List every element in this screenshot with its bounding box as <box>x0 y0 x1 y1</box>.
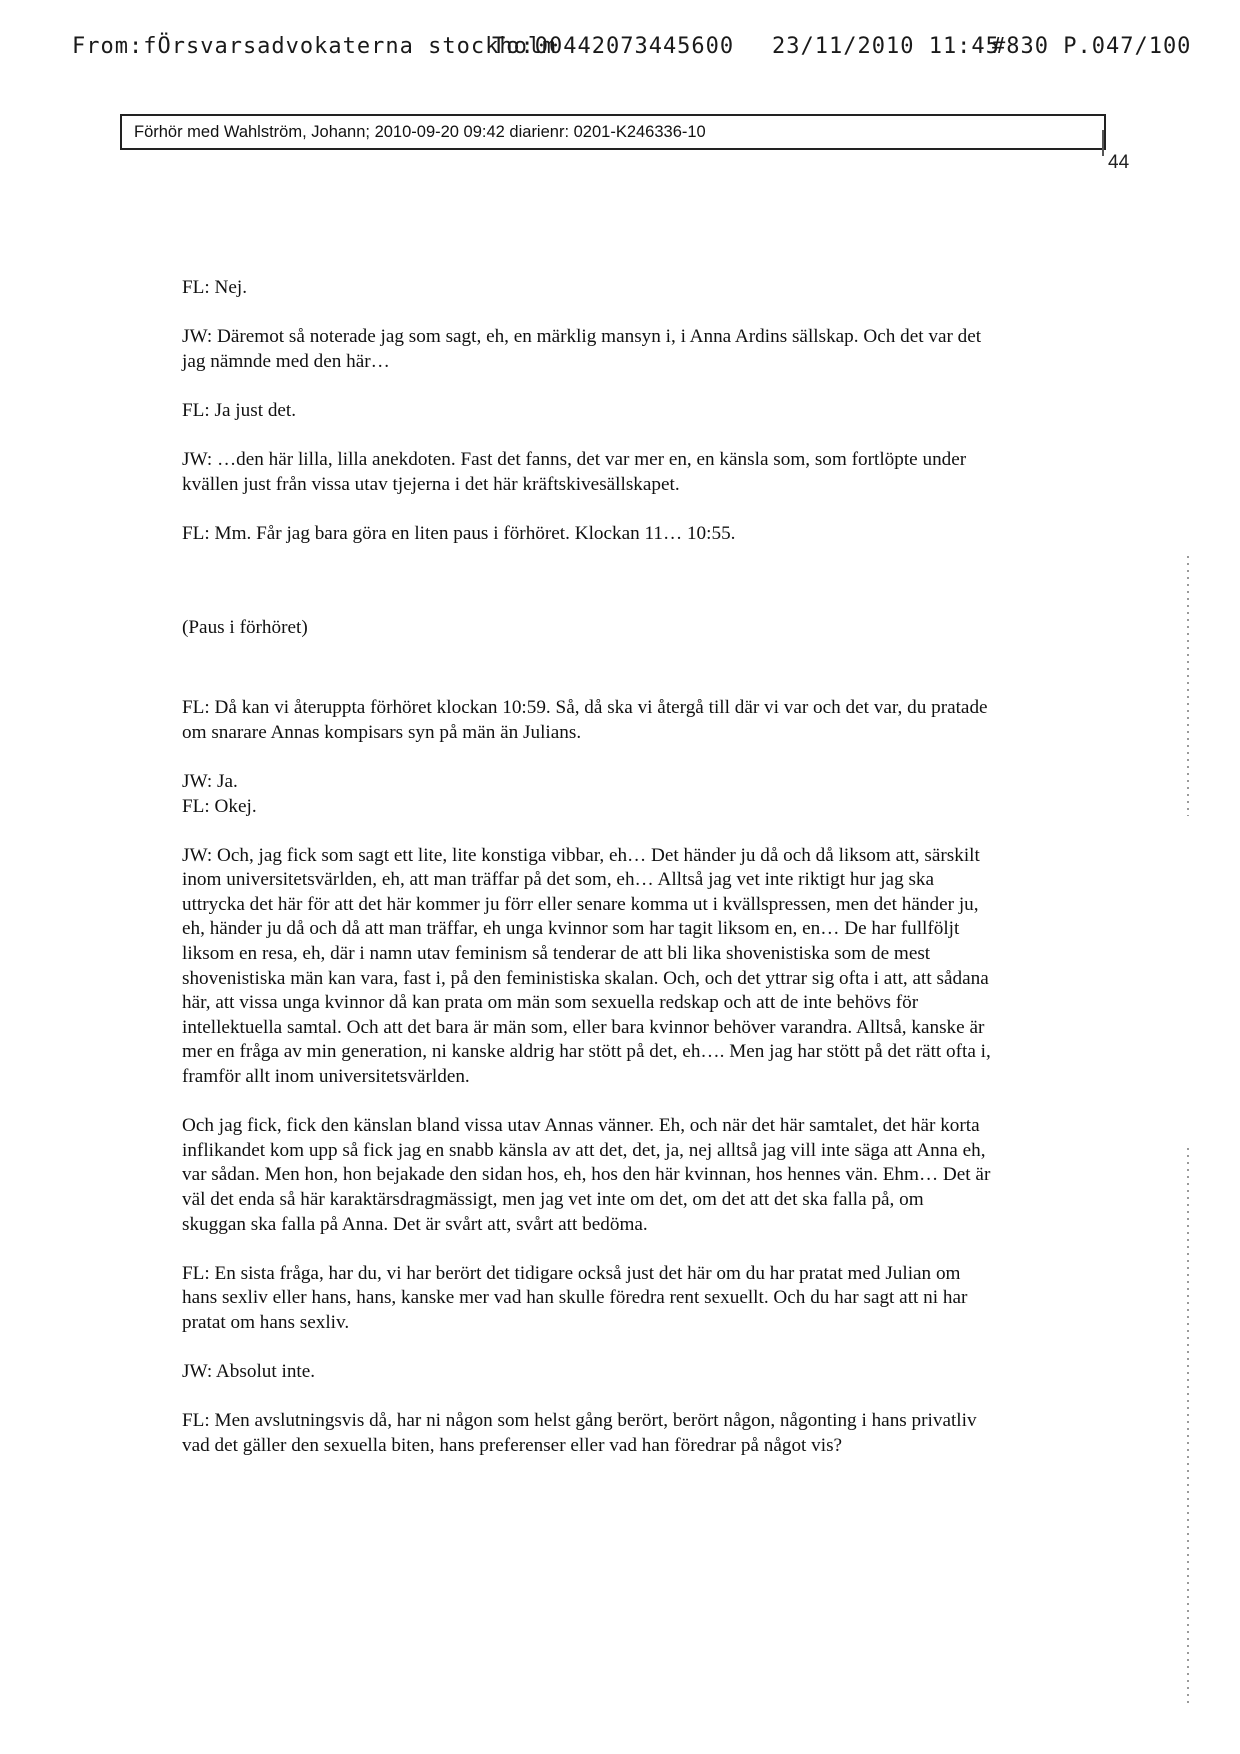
scan-edge-line <box>1187 556 1189 816</box>
transcript-paragraph: FL: Mm. Får jag bara göra en liten paus i förhöret. Klockan 11… 10:55. <box>182 522 736 544</box>
fax-timestamp: 23/11/2010 11:45 <box>772 34 1000 59</box>
transcript-paragraph: JW: Och, jag fick som sagt ett lite, lite konstiga vibbar, eh… Det händer ju då och då liksom att, särskilt inom universitetsvärlden, eh, att man träffar på det som, eh… Alltså jag vet inte riktigt hur jag ska uttrycka det här för att det här kommer ju förr eller senare komma ut i kvällspressen, men det händer ju, eh, händer ju då och då att man träffar, eh unga kvinnor som har tagit liksom en, en… De har fullföljt liksom en resa, eh, där i namn utav feminism så tenderar de att bli lika shovenistiska som de mest shovenistiska män kan vara, fast i, på den feministiska skalan. Och, och det yttrar sig ofta i att, att sådana här, att vissa unga kvinnor då kan prata om män som sexuella redskap och att de inte behövs för intellektuella samtal. Och att det bara är män som, eller bara kvinnor behöver varandra. Alltså, kanske är mer en fråga av min generation, ni kanske aldrig har stött på det, eh…. Men jag har stött på det rätt ofta i, framför allt inom universitetsvärlden. <box>182 844 991 1088</box>
record-header-box <box>120 114 1106 150</box>
transcript-paragraph: FL: Men avslutningsvis då, har ni någon som helst gång berört, berört någon, någonting i hans privatliv vad det gäller den sexuella biten, hans preferenser eller vad han föredrar på något vis? <box>182 1410 977 1456</box>
pause-note: (Paus i förhöret) <box>182 616 308 638</box>
fax-sender: From:fÖrsvarsadvokaterna stockholm <box>72 34 557 59</box>
transcript-paragraph: JW: Ja. <box>182 770 238 792</box>
transcript-paragraph: JW: Absolut inte. <box>182 1361 316 1383</box>
transcript-paragraph: FL: Ja just det. <box>182 399 297 421</box>
transcript-paragraph: FL: En sista fråga, har du, vi har berört det tidigare också just det här om du har pratat med Julian om hans sexliv eller hans, hans, kanske mer vad han skulle föredra rent sexuellt. Och du har sagt att ni har pratat om hans sexliv. <box>182 1262 968 1333</box>
fax-recipient-number: To:00442073445600 <box>492 34 735 59</box>
transcript-paragraph: FL: Nej. <box>182 277 248 298</box>
scan-edge-line <box>1187 1148 1189 1708</box>
transcript-paragraph: FL: Då kan vi återuppta förhöret klockan 10:59. Så, då ska vi återgå till där vi var och det var, du pratade om snarare Annas kompisars syn på män än Julians. <box>182 697 988 743</box>
interview-transcript <box>182 276 992 1483</box>
box-edge-mark <box>1102 130 1104 156</box>
page-number: 44 <box>1108 152 1130 173</box>
fax-header <box>72 34 1192 64</box>
transcript-paragraph: FL: Okej. <box>182 795 257 817</box>
fax-page-counter: #830 P.047/100 <box>992 34 1192 59</box>
transcript-paragraph: JW: …den här lilla, lilla anekdoten. Fast det fanns, det var mer en, en känsla som, som fortlöpte under kvällen just från vissa utav tjejerna i det här kräftskivesällskapet. <box>182 449 967 495</box>
transcript-paragraph: JW: Däremot så noterade jag som sagt, eh, en märklig mansyn i, i Anna Ardins sällskap. Och det var det jag nämnde med den här… <box>182 326 982 372</box>
record-header-text: Förhör med Wahlström, Johann; 2010-09-20 09:42 diarienr: 0201-K246336-10 <box>134 123 706 141</box>
transcript-paragraph: Och jag fick, fick den känslan bland vissa utav Annas vänner. Eh, och när det här samtalet, det här korta inflikandet kom upp så fick jag en snabb känsla av att det, det, ja, nej alltså jag vill inte säga att Anna eh, var sådan. Men hon, hon bejakade den sidan hos, eh, hos den här kvinnan, hos hennes vän. Ehm… Det är väl det enda så här karaktärsdragmässigt, men jag vet inte om det, om det att det ska falla på, om skuggan ska falla på Anna. Det är svårt att, svårt att bedöma. <box>182 1115 991 1235</box>
